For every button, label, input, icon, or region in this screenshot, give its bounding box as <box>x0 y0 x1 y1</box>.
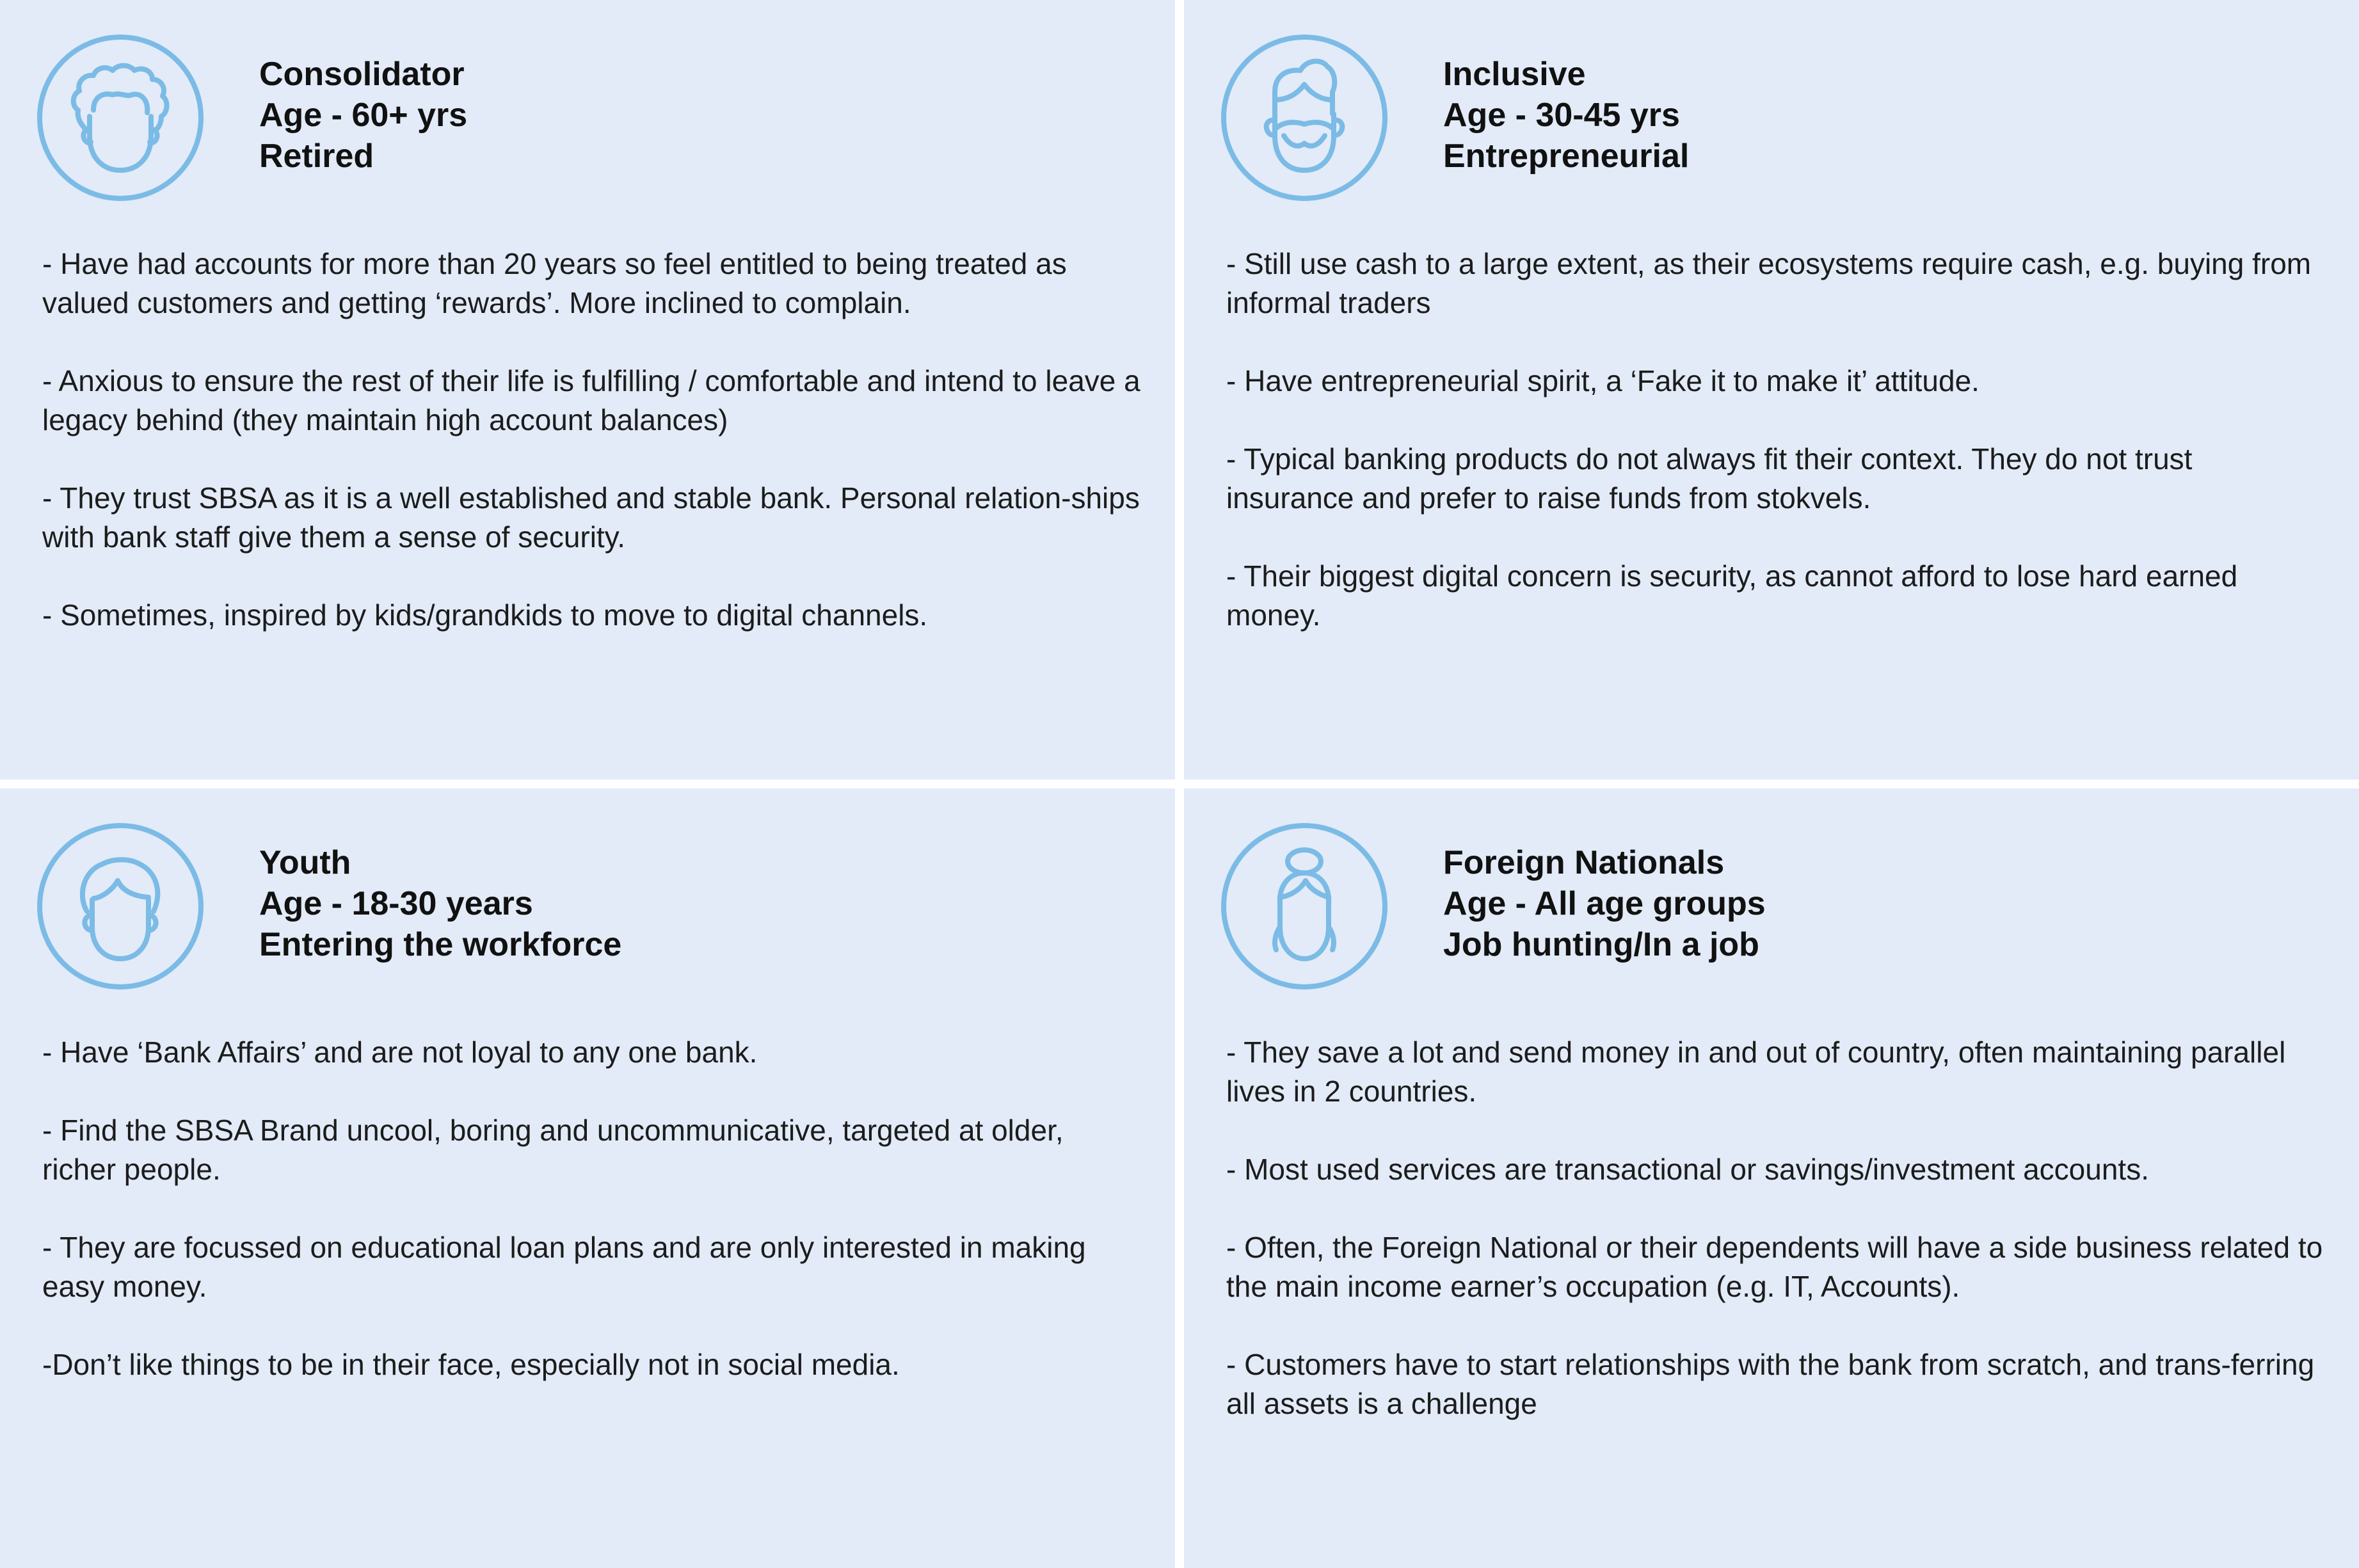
persona-card-consolidator <box>0 0 1175 780</box>
note-item: - Their biggest digital concern is security, as cannot afford to lose hard earned money. <box>1226 559 2238 632</box>
note-item: - They save a lot and send money in and out of country, often maintaining parallel lives in 2 countries. <box>1226 1036 2286 1108</box>
persona-card-foreign-nationals <box>1184 788 2359 1568</box>
persona-age: Age - 18-30 years <box>259 885 533 922</box>
persona-name: Youth <box>259 844 351 881</box>
persona-status: Entrepreneurial <box>1443 138 1690 175</box>
young-person-icon <box>36 822 205 991</box>
persona-status: Job hunting/In a job <box>1443 926 1759 963</box>
persona-card-inclusive <box>1184 0 2359 780</box>
note-item: - Still use cash to a large extent, as their ecosystems require cash, e.g. buying from informal traders <box>1226 247 2312 319</box>
note-item: - Typical banking products do not always fit their context. They do not trust insurance and prefer to raise funds from stokvels. <box>1226 442 2193 515</box>
bearded-man-icon <box>1220 33 1389 202</box>
persona-name: Consolidator <box>259 56 465 93</box>
curly-hair-elderly-person-icon <box>36 33 205 202</box>
note-item: -Don’t like things to be in their face, especially not in social media. <box>42 1348 900 1381</box>
persona-header <box>259 54 467 177</box>
persona-header <box>259 842 621 965</box>
persona-notes <box>1226 1033 2327 1462</box>
note-item: - Customers have to start relationships with the bank from scratch, and trans-ferring all assets is a challenge <box>1226 1348 2315 1420</box>
persona-age: Age - 30-45 yrs <box>1443 97 1680 134</box>
note-item: - Have ‘Bank Affairs’ and are not loyal to any one bank. <box>42 1036 758 1069</box>
persona-status: Entering the workforce <box>259 926 622 963</box>
note-item: - They trust SBSA as it is a well established and stable bank. Personal relation-ships with bank staff give them a sense of security. <box>42 481 1140 554</box>
woman-hair-bun-icon <box>1220 822 1389 991</box>
note-item: - Have had accounts for more than 20 years so feel entitled to being treated as valued customers and getting ‘rewards’. More inclined to complain. <box>42 247 1067 319</box>
persona-card-youth <box>0 788 1175 1568</box>
persona-notes <box>1226 244 2327 674</box>
persona-notes <box>42 244 1143 674</box>
note-item: - Often, the Foreign National or their dependents will have a side business related to the main income earner’s occupation (e.g. IT, Accounts). <box>1226 1231 2323 1303</box>
persona-age: Age - 60+ yrs <box>259 97 468 134</box>
note-item: - Find the SBSA Brand uncool, boring and uncommunicative, targeted at older, richer people. <box>42 1114 1064 1186</box>
note-item: - Anxious to ensure the rest of their life is fulfilling / comfortable and intend to leave a legacy behind (they maintain high account balances) <box>42 364 1140 436</box>
note-item: - Most used services are transactional or savings/investment accounts. <box>1226 1153 2149 1186</box>
persona-header <box>1443 842 1766 965</box>
persona-age: Age - All age groups <box>1443 885 1766 922</box>
persona-notes <box>42 1033 1143 1423</box>
note-item: - They are focussed on educational loan plans and are only interested in making easy money. <box>42 1231 1086 1303</box>
persona-header <box>1443 54 1689 177</box>
persona-name: Inclusive <box>1443 56 1586 93</box>
persona-name: Foreign Nationals <box>1443 844 1725 881</box>
persona-status: Retired <box>259 138 374 175</box>
note-item: - Have entrepreneurial spirit, a ‘Fake it to make it’ attitude. <box>1226 364 1979 397</box>
note-item: - Sometimes, inspired by kids/grandkids to move to digital channels. <box>42 598 928 632</box>
